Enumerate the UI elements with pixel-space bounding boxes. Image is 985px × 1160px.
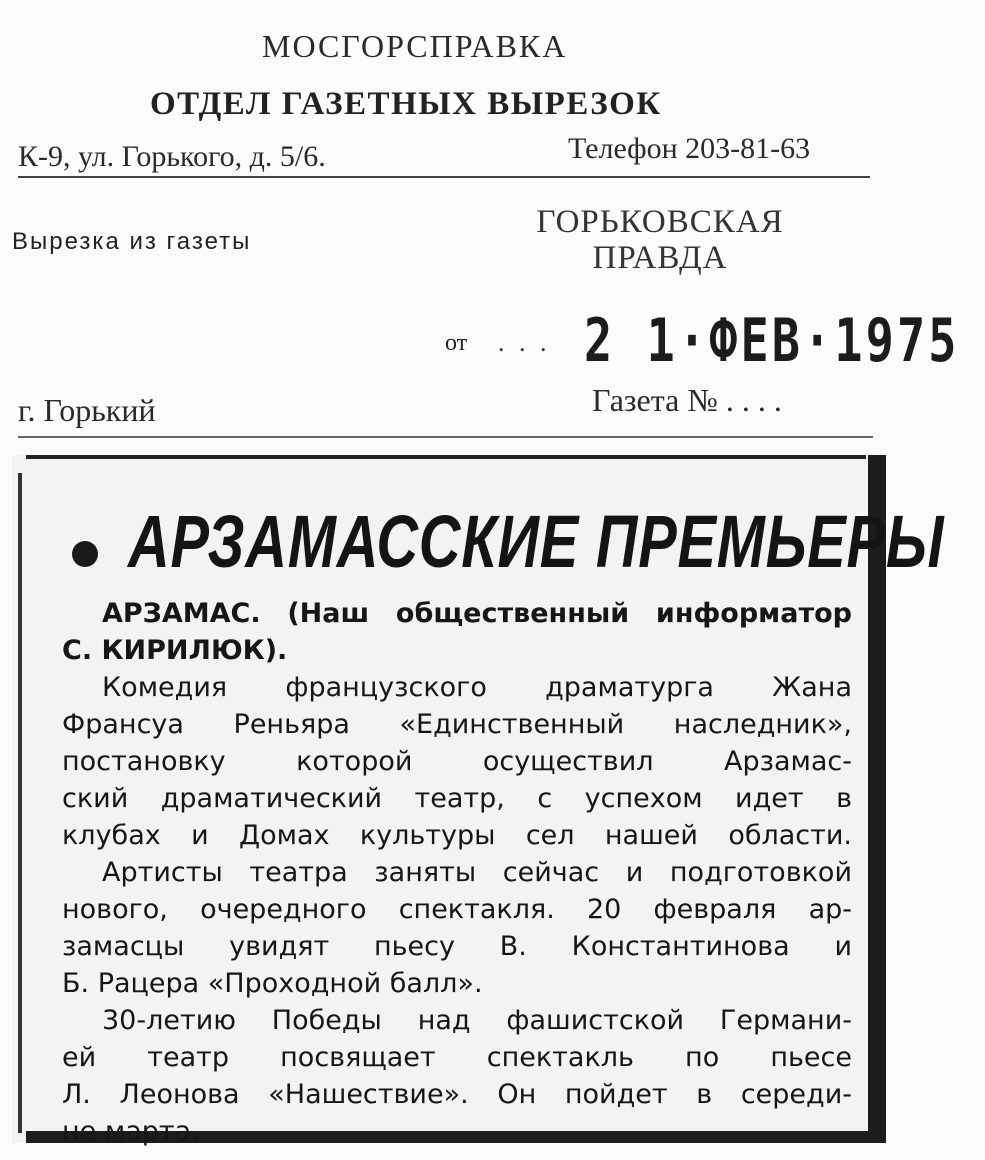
article-line: Л. Леонова «Нашествие». Он пойдет в середи- [62, 1079, 852, 1110]
article-line: Б. Рацера «Проходной балл». [62, 968, 483, 999]
date-dots: . . . [498, 328, 551, 357]
date-stamp: 2 1·ФЕВ·1975 [584, 306, 960, 376]
issue-number-label: Газета № . . . . [592, 382, 782, 418]
article-line: Франсуа Реньяра «Единственный наследник», [62, 709, 852, 740]
city-label: г. Горький [18, 392, 156, 428]
bullet-icon [72, 541, 98, 567]
newspaper-clipping [12, 455, 945, 1147]
article-line: АРЗАМАС. (Наш общественный информатор [102, 598, 852, 629]
clipping-top-border [26, 455, 866, 459]
date-prefix: от [445, 330, 468, 356]
header-divider [18, 176, 870, 178]
bureau-name: МОСГОРСПРАВКА [262, 28, 568, 64]
article-line: 30-летию Победы над фашистской Германи- [102, 1005, 852, 1036]
article-line: не марта. [62, 1116, 200, 1147]
article-line: С. КИРИЛЮК). [62, 635, 288, 666]
article-line: Артисты театра заняты сейчас и подготовкой [102, 857, 852, 888]
article-line: клубах и Домах культуры сел нашей области. [62, 820, 852, 851]
newspaper-name: ГОРЬКОВСКАЯ ПРАВДА [536, 204, 784, 276]
article-line: постановку которой осуществил Арзамас- [62, 746, 852, 777]
headline-block [62, 493, 945, 583]
article-line: Комедия французского драматурга Жана [102, 672, 852, 703]
form-divider [18, 436, 873, 438]
article-line: ский драматический театр, с успехом идет в [62, 783, 852, 814]
department-name: ОТДЕЛ ГАЗЕТНЫХ ВЫРЕЗОК [150, 86, 662, 122]
clipping-label: Вырезка из газеты [12, 228, 252, 255]
clipping-left-edge [18, 473, 22, 1133]
article-line: замасцы увидят пьесу В. Константинова и [62, 931, 852, 962]
article-headline: АРЗАМАССКИЕ ПРЕМЬЕРЫ [128, 500, 945, 583]
article-line: нового, очередного спектакля. 20 февраля ар- [62, 894, 852, 925]
article-body [62, 595, 852, 1150]
bureau-phone: Телефон 203-81-63 [568, 132, 811, 165]
bureau-address: К-9, ул. Горького, д. 5/6. [18, 140, 326, 173]
article-line: ей театр посвящает спектакль по пьесе [62, 1042, 852, 1073]
